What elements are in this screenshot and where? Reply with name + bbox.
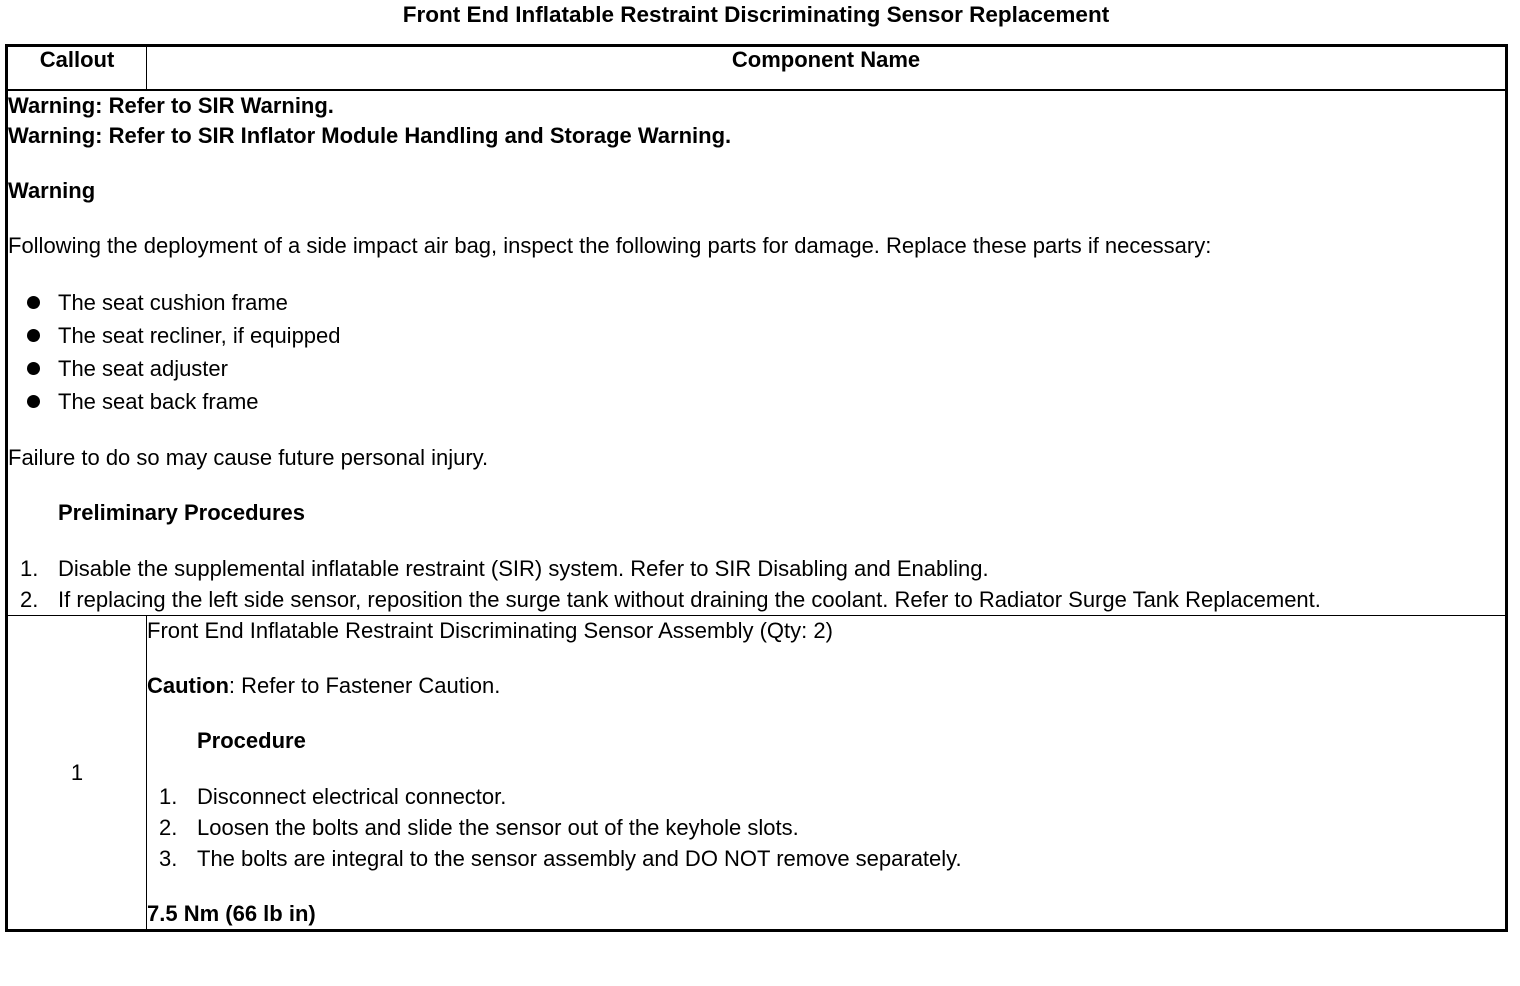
- bullet-icon: [27, 296, 40, 309]
- list-item: The seat back frame: [8, 385, 1505, 418]
- procedure-steps-list: [147, 781, 1505, 874]
- torque-spec: 7.5 Nm (66 lb in): [147, 901, 316, 926]
- inspect-parts-list: [8, 286, 1505, 418]
- warning-heading: Warning: [8, 178, 96, 203]
- sir-warning-reference: Warning: Refer to SIR Warning.: [8, 93, 334, 118]
- caution-label: Caution: [147, 673, 229, 698]
- caution-text: : Refer to Fastener Caution.: [228, 673, 501, 698]
- general-notes-cell: [7, 90, 1507, 616]
- list-item: 2. Loosen the bolts and slide the sensor out of the keyhole slots.: [159, 815, 799, 840]
- general-notes-row: [7, 90, 1507, 616]
- column-header-component-name: Component Name: [147, 46, 1507, 91]
- list-item: The seat recliner, if equipped: [8, 319, 1505, 352]
- list-item: The seat adjuster: [8, 352, 1505, 385]
- callout-number: 1: [7, 616, 147, 931]
- list-item: 2. If replacing the left side sensor, reposition the surge tank without draining the coolant. Refer to Radiator Surge Tank Replacement.: [20, 587, 1321, 612]
- procedure-table: [5, 44, 1508, 932]
- bullet-icon: [27, 362, 40, 375]
- preliminary-procedures-heading: Preliminary Procedures: [58, 500, 306, 525]
- page-title: Front End Inflatable Restraint Discriminating Sensor Replacement: [402, 2, 1110, 27]
- component-name: Front End Inflatable Restraint Discriminating Sensor Assembly (Qty: 2): [147, 618, 833, 643]
- list-item: 1. Disable the supplemental inflatable restraint (SIR) system. Refer to SIR Disabling and Enabling.: [20, 556, 989, 581]
- bullet-icon: [27, 395, 40, 408]
- sir-inflator-warning-reference: Warning: Refer to SIR Inflator Module Handling and Storage Warning.: [8, 123, 732, 148]
- bullet-icon: [27, 329, 40, 342]
- table-header-row: [7, 46, 1507, 91]
- warning-outro: Failure to do so may cause future personal injury.: [8, 445, 489, 470]
- preliminary-steps-list: [8, 553, 1505, 615]
- table-row: [7, 616, 1507, 931]
- warning-intro: Following the deployment of a side impact air bag, inspect the following parts for damage. Replace these parts if necessary:: [8, 233, 1212, 258]
- list-item: 3. The bolts are integral to the sensor assembly and DO NOT remove separately.: [159, 846, 962, 871]
- list-item: 1. Disconnect electrical connector.: [159, 784, 507, 809]
- column-header-callout: Callout: [7, 46, 147, 91]
- list-item: The seat cushion frame: [8, 286, 1505, 319]
- caution-line: [147, 671, 1505, 701]
- component-detail-cell: [147, 616, 1507, 931]
- procedure-heading: Procedure: [197, 728, 306, 753]
